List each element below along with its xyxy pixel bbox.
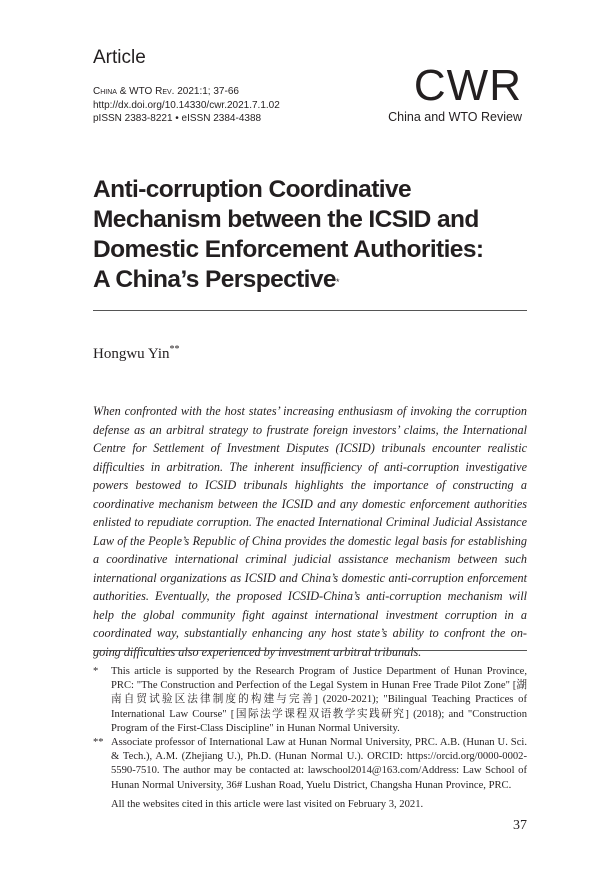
title-divider — [93, 310, 527, 311]
footnotes — [93, 665, 527, 812]
article-title — [93, 175, 533, 295]
title-line: A China’s Perspective — [93, 266, 336, 293]
footnote — [93, 665, 527, 736]
doi-link[interactable]: http://dx.doi.org/10.14330/cwr.2021.7.1.02 — [93, 99, 280, 111]
author-name: Hongwu Yin — [93, 346, 170, 362]
footnote — [93, 736, 527, 793]
page-number: 37 — [513, 818, 527, 833]
logo-mark: CWR — [413, 61, 522, 110]
journal-abbreviation: China & WTO Rev. — [93, 86, 175, 97]
issn-line: pISSN 2383-8221 • eISSN 2384-4388 — [93, 113, 262, 124]
websites-note: All the websites cited in this article were last visited on February 3, 2021. — [111, 798, 424, 810]
article-type-label: Article — [93, 47, 146, 68]
citation-line — [93, 85, 280, 99]
title-line: Mechanism between the ICSID and — [93, 206, 479, 233]
citation-block — [93, 85, 280, 126]
footnote-text: This article is supported by the Research Program of Justice Department of Hunan Province, PRC: "The Construction and Perfection of the Legal System in Hunan Free Trade Pilot Zone" [湖南自贸试验区法律制度的构建与完善] (2020-2021); "Bilingual Teaching Practices of International Law Course" [国际法学课程双语教学实践研究] (2018); and "Construction Program of the First-Class Discipline" in Hunan Normal University. — [111, 666, 527, 734]
footnote-mark: ** — [93, 737, 104, 749]
footnote-divider — [93, 650, 527, 651]
author-line — [93, 344, 180, 363]
footnote-text: Associate professor of International Law at Hunan Normal University, PRC. A.B. (Hunan U. Sci. & Tech.), A.M. (Zhejiang U.), Ph.D. (Hunan Normal U.). ORCID: https://orcid.org/0000-0002-5590-7510. The author may be contacted at: lawschool2014@163.com/Address: Law School of Hunan Normal University, 36# Lushan Road, Yuelu District, Changsha Hunan Province, PRC. — [111, 737, 527, 791]
title-line: Domestic Enforcement Authorities: — [93, 236, 484, 263]
title-line: Anti-corruption Coordinative — [93, 176, 412, 203]
logo-subtitle: China and WTO Review — [388, 110, 522, 124]
abstract: When confronted with the host states’ increasing enthusiasm of invoking the corruption defense as an arbitral strategy to frustrate foreign investors’ claims, the International Centre for Settlement of Investment Disputes (ICSID) tribunals encounter realistic difficulties in arbitration. The inherent insufficiency of anti-corruption investigative powers bestowed to ICSID tribunals highlights the importance of constructing a coordinative mechanism between the ICSID and any domestic enforcement authorities enlisted to repudiate corruption. The enacted International Criminal Judicial Assistance Law of the People’s Republic of China provides the domestic legal basis for establishing a coordinative international criminal judicial assistance mechanism between such international organizations as ICSID and China’s domestic anti-corruption enforcement authorities. Eventually, the proposed ICSID-China’s anti-corruption mechanism will help the global community fight against international investment corruption in a coordinated way, substantially enhancing any host state’s ability to confront the on-going difficulties also experienced by investment arbitral tribunals. — [93, 404, 527, 659]
title-footnote-marker[interactable]: * — [335, 277, 339, 287]
volume-pages: 2021:1; 37-66 — [177, 86, 239, 97]
journal-logo — [388, 61, 522, 124]
author-footnote-marker[interactable]: ** — [169, 344, 180, 355]
footnote-mark: * — [93, 666, 99, 677]
